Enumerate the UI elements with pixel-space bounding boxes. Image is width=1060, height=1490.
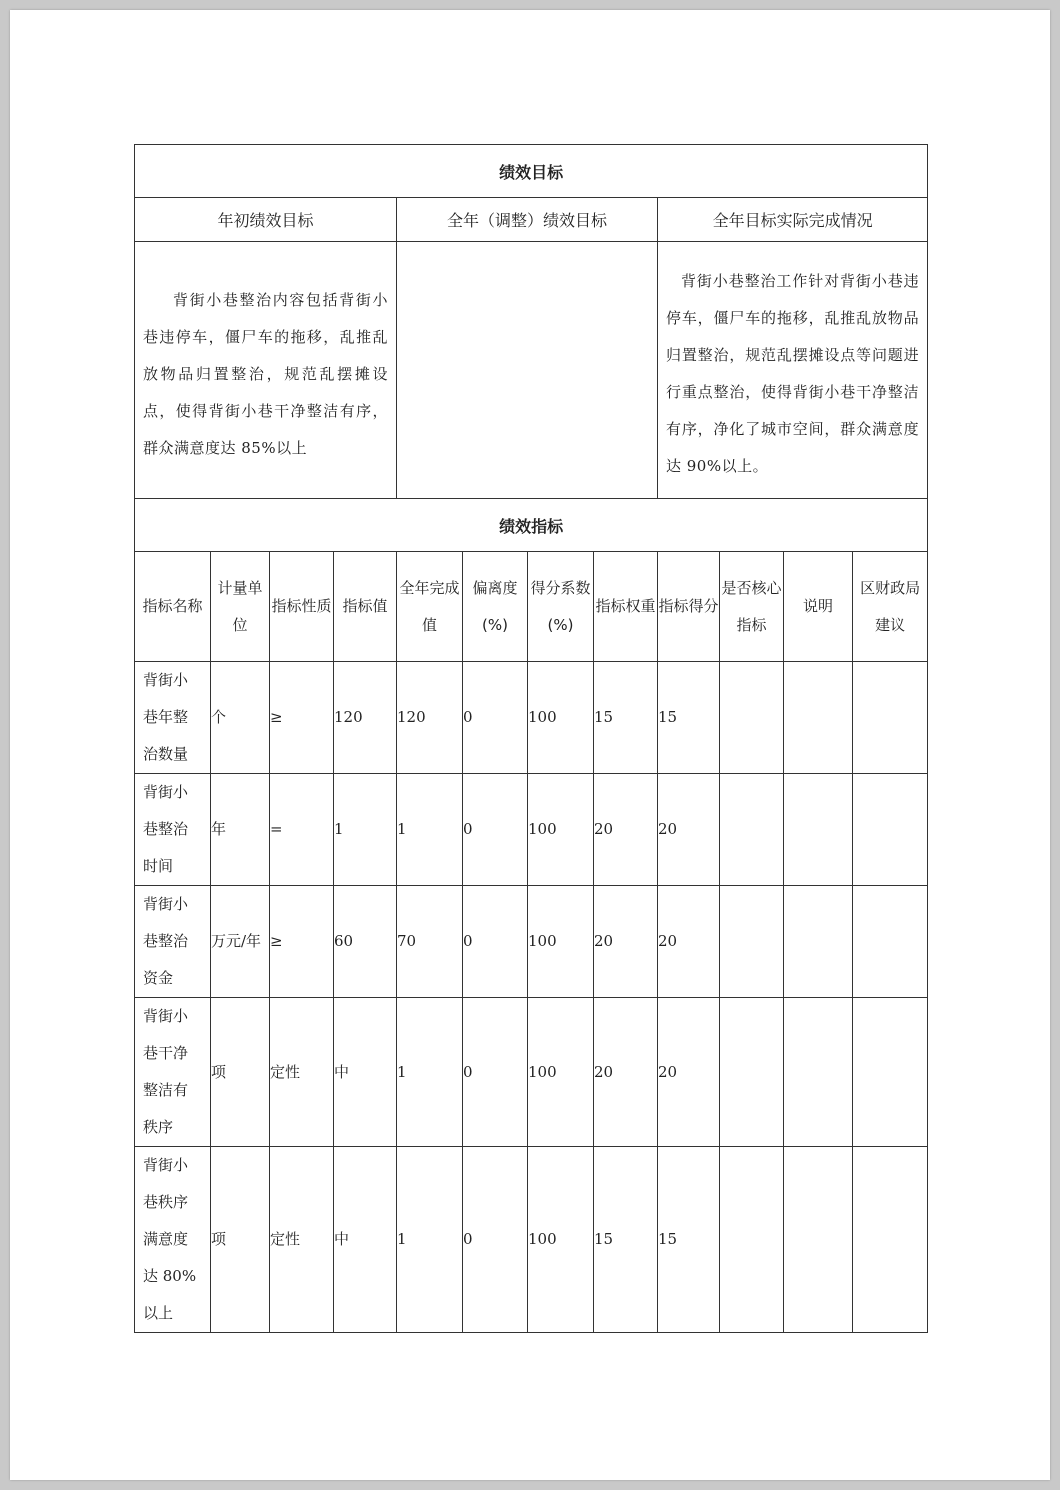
indicator-name: 背街小巷秩序满意度达 80%以上 [135, 1147, 211, 1333]
indicator-deviation: 0 [463, 1147, 528, 1333]
indicators-section-title: 绩效指标 [135, 499, 928, 552]
header-advice: 区财政局建议 [853, 552, 928, 662]
indicator-coefficient: 100 [528, 998, 594, 1147]
performance-table [134, 144, 928, 1333]
actual-completion-text: 背街小巷整治工作针对背街小巷违停车，僵尸车的拖移，乱推乱放物品归置整治，规范乱摆摊设点等问题进行重点整治，使得背街小巷干净整洁有序，净化了城市空间，群众满意度达 90%以上。 [666, 272, 920, 475]
adjusted-goal-text [397, 366, 657, 374]
indicator-deviation: 0 [463, 774, 528, 886]
indicator-note [784, 774, 853, 886]
indicator-score: 20 [658, 774, 720, 886]
adjusted-goal-cell [397, 242, 658, 499]
indicator-name: 背街小巷年整治数量 [135, 662, 211, 774]
header-weight: 指标权重 [594, 552, 658, 662]
indicator-core [720, 1147, 784, 1333]
indicator-name: 背街小巷整治时间 [135, 774, 211, 886]
indicator-value: 中 [334, 998, 397, 1147]
indicator-actual: 1 [397, 1147, 463, 1333]
indicator-deviation: 0 [463, 998, 528, 1147]
indicator-actual: 1 [397, 774, 463, 886]
indicator-actual: 70 [397, 886, 463, 998]
header-deviation: 偏离度(%) [463, 552, 528, 662]
header-indicator-name: 指标名称 [135, 552, 211, 662]
indicator-core [720, 886, 784, 998]
indicator-score: 20 [658, 998, 720, 1147]
indicator-advice [853, 662, 928, 774]
indicator-weight: 20 [594, 998, 658, 1147]
indicator-score: 20 [658, 886, 720, 998]
indicator-value: 120 [334, 662, 397, 774]
indicator-note [784, 886, 853, 998]
indicator-coefficient: 100 [528, 774, 594, 886]
initial-goal-cell [135, 242, 397, 499]
table-row [135, 1147, 928, 1333]
document-page [10, 10, 1050, 1480]
indicator-note [784, 662, 853, 774]
indicator-weight: 20 [594, 774, 658, 886]
indicator-nature: 定性 [270, 1147, 334, 1333]
indicator-name: 背街小巷干净整洁有秩序 [135, 998, 211, 1147]
indicator-note [784, 1147, 853, 1333]
indicator-score: 15 [658, 662, 720, 774]
indicator-unit: 万元/年 [211, 886, 270, 998]
indicator-unit: 项 [211, 998, 270, 1147]
indicator-coefficient: 100 [528, 886, 594, 998]
indicator-note [784, 998, 853, 1147]
indicator-score: 15 [658, 1147, 720, 1333]
indicator-unit: 年 [211, 774, 270, 886]
table-row [135, 774, 928, 886]
table-row [135, 998, 928, 1147]
indicator-actual: 120 [397, 662, 463, 774]
table-row [135, 662, 928, 774]
table-row [135, 886, 928, 998]
header-coefficient: 得分系数(%) [528, 552, 594, 662]
header-value: 指标值 [334, 552, 397, 662]
indicator-unit: 项 [211, 1147, 270, 1333]
indicator-value: 1 [334, 774, 397, 886]
indicator-nature: ≥ [270, 886, 334, 998]
indicator-nature: = [270, 774, 334, 886]
initial-goal-header: 年初绩效目标 [135, 198, 397, 242]
indicator-core [720, 662, 784, 774]
indicator-weight: 15 [594, 662, 658, 774]
indicator-coefficient: 100 [528, 662, 594, 774]
header-unit: 计量单位 [211, 552, 270, 662]
indicator-advice [853, 886, 928, 998]
indicator-advice [853, 998, 928, 1147]
indicator-core [720, 998, 784, 1147]
header-nature: 指标性质 [270, 552, 334, 662]
indicator-advice [853, 774, 928, 886]
indicator-deviation: 0 [463, 662, 528, 774]
indicator-advice [853, 1147, 928, 1333]
indicator-value: 中 [334, 1147, 397, 1333]
actual-completion-header: 全年目标实际完成情况 [658, 198, 928, 242]
indicator-unit: 个 [211, 662, 270, 774]
header-score: 指标得分 [658, 552, 720, 662]
goals-section-title: 绩效目标 [135, 145, 928, 198]
indicator-weight: 15 [594, 1147, 658, 1333]
indicator-nature: ≥ [270, 662, 334, 774]
adjusted-goal-header: 全年（调整）绩效目标 [397, 198, 658, 242]
indicator-deviation: 0 [463, 886, 528, 998]
indicator-coefficient: 100 [528, 1147, 594, 1333]
header-core: 是否核心指标 [720, 552, 784, 662]
indicator-core [720, 774, 784, 886]
indicator-weight: 20 [594, 886, 658, 998]
indicator-name: 背街小巷整治资金 [135, 886, 211, 998]
indicator-actual: 1 [397, 998, 463, 1147]
header-actual: 全年完成值 [397, 552, 463, 662]
actual-completion-cell [658, 242, 928, 499]
indicator-nature: 定性 [270, 998, 334, 1147]
initial-goal-text: 背街小巷整治内容包括背街小巷违停车，僵尸车的拖移，乱推乱放物品归置整治，规范乱摆摊设点，使得背街小巷干净整洁有序，群众满意度达 85%以上 [143, 290, 388, 457]
header-note: 说明 [784, 552, 853, 662]
indicator-value: 60 [334, 886, 397, 998]
